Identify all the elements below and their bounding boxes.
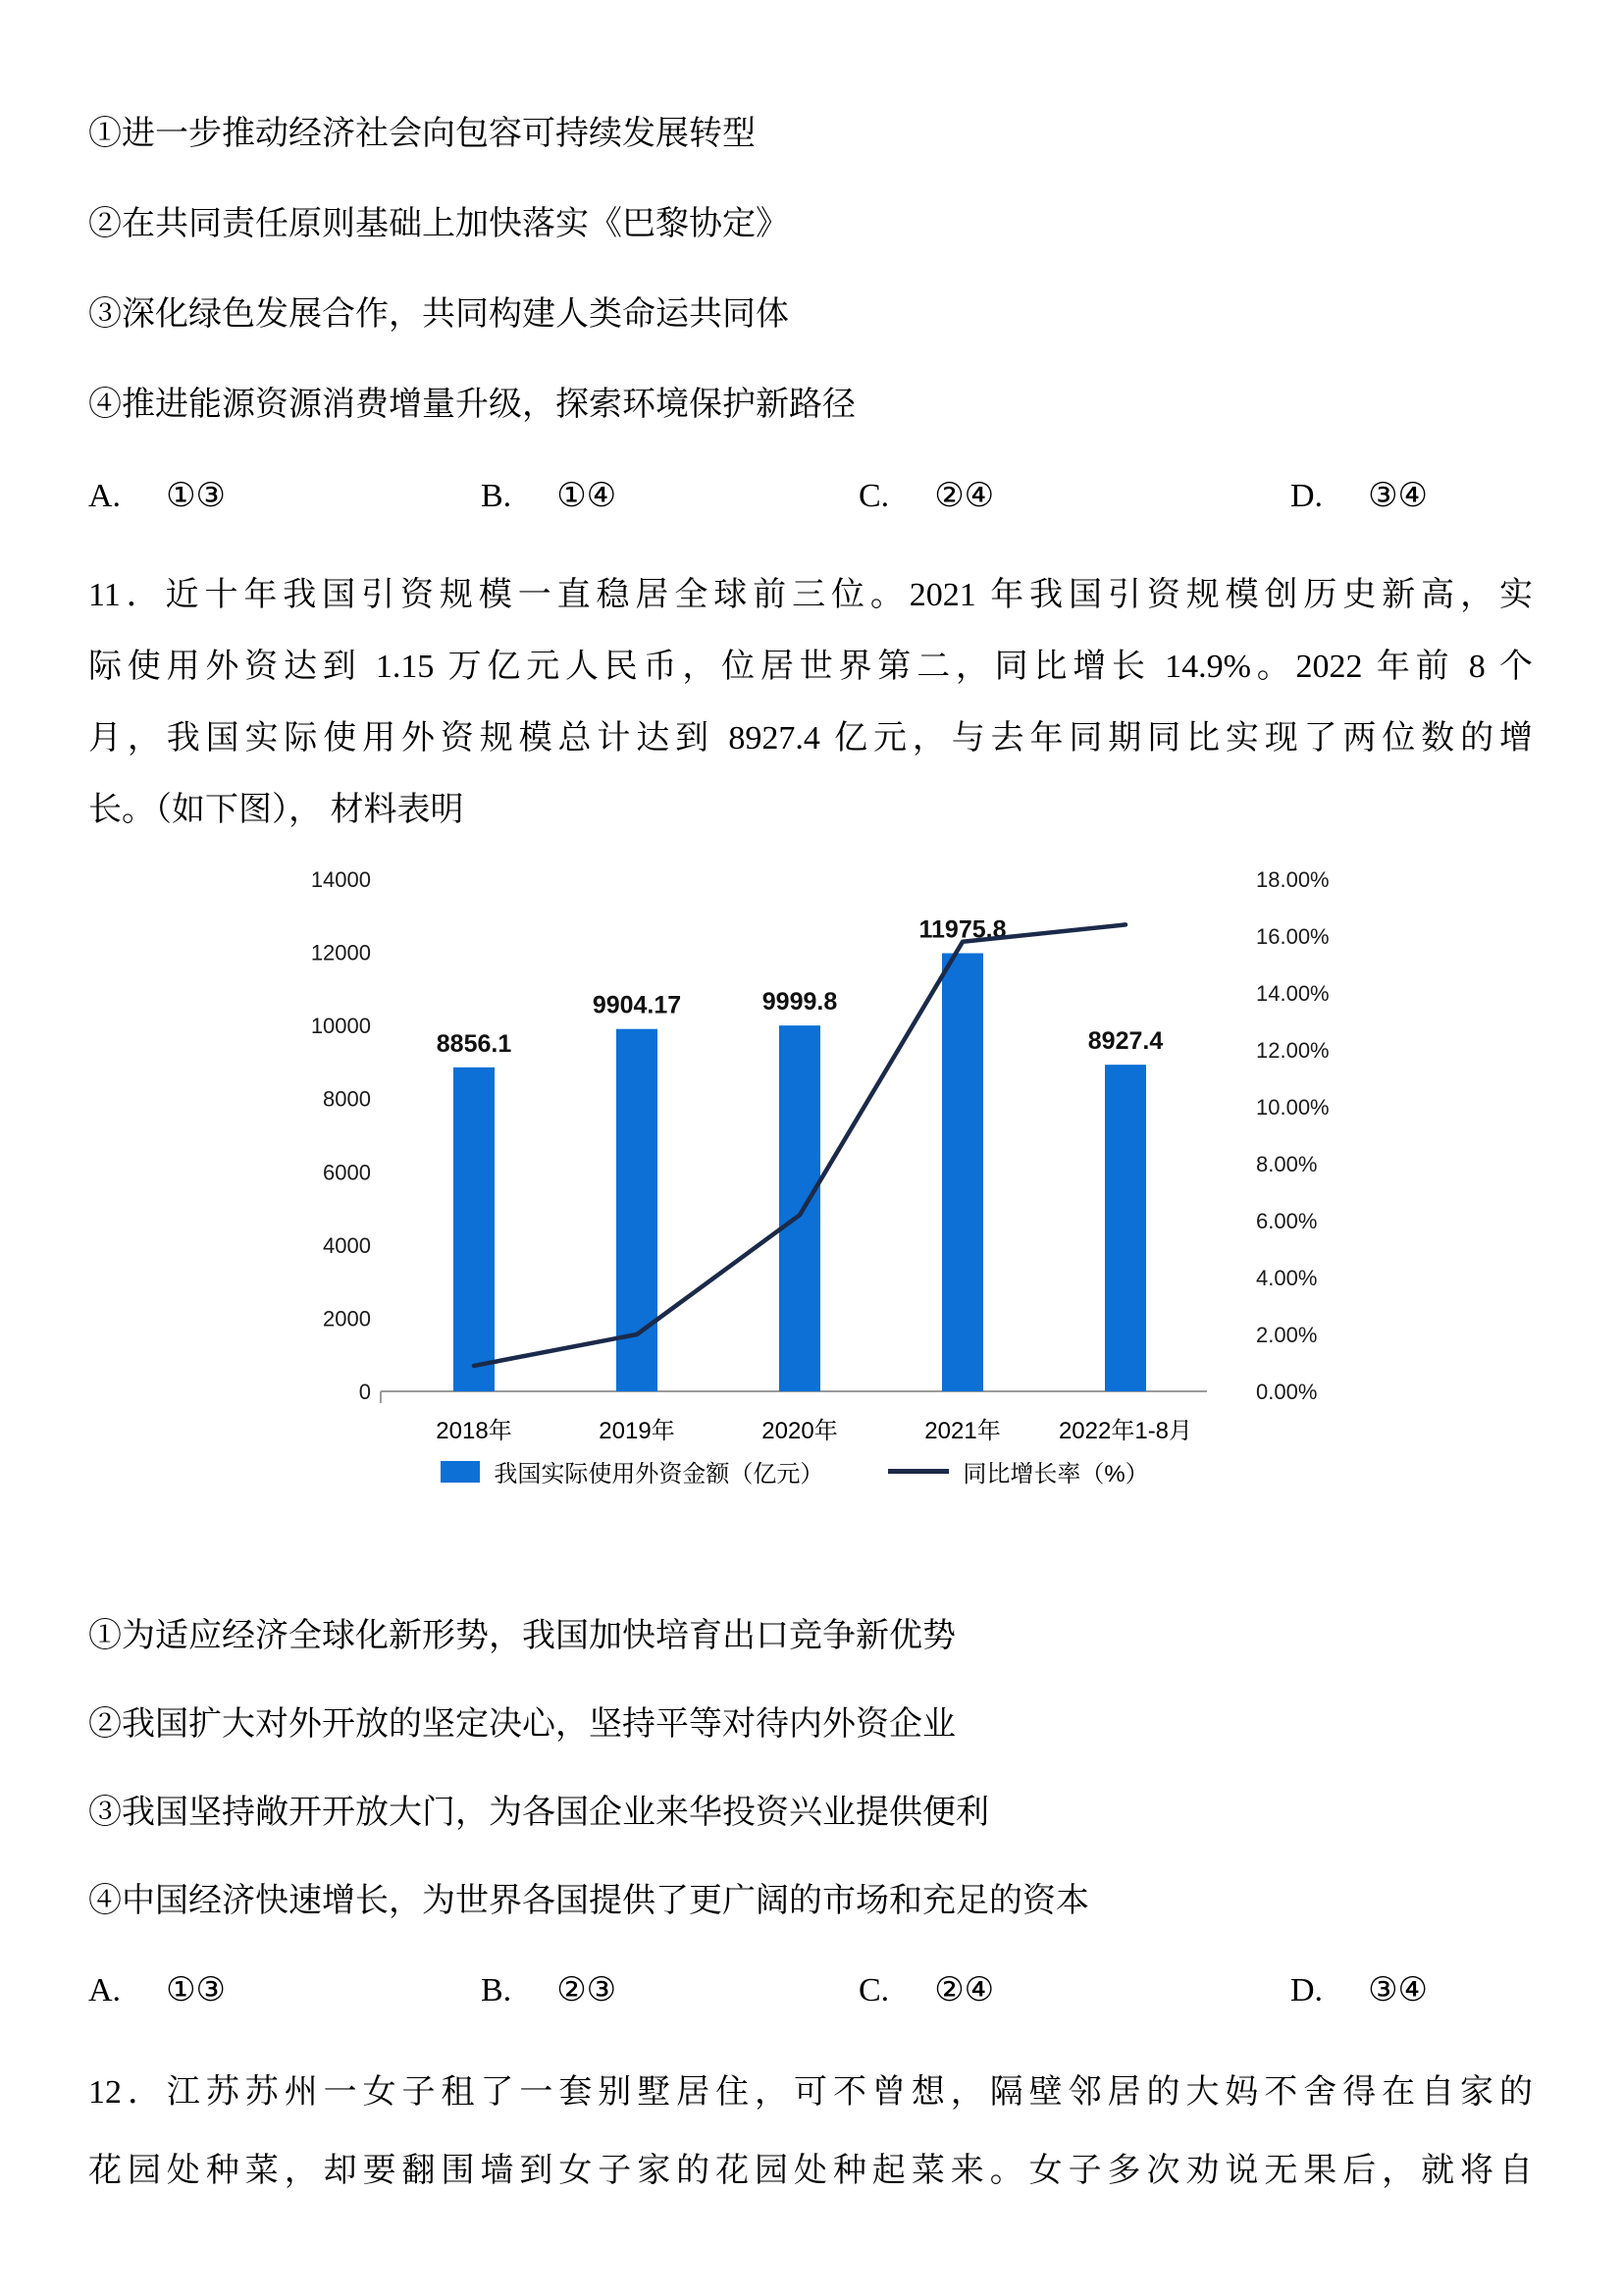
answer-choice-d [1290,1971,1533,2010]
svg-text:9904.17: 9904.17 [592,991,682,1019]
svg-text:4000: 4000 [323,1232,371,1258]
legend-line-swatch [888,1469,949,1474]
chart-legend [255,1454,1335,1488]
option-line-4: ④中国经济快速增长，为世界各国提供了更广阔的市场和充足的资本 [88,1883,1089,1919]
svg-text:2020年: 2020年 [761,1418,838,1444]
svg-text:8000: 8000 [323,1086,371,1112]
svg-text:2018年: 2018年 [436,1418,512,1444]
answer-value: ①③ [166,478,227,514]
question-11-line-2: 际使用外资达到 1.15 万亿元人民币，位居世界第二，同比增长 14.9%。2022 年前 8 个 [88,649,1533,685]
answer-letter: A. [88,1972,122,2009]
svg-text:8927.4: 8927.4 [1087,1027,1164,1056]
svg-text:8.00%: 8.00% [1256,1152,1318,1176]
answer-value: ②④ [934,1972,995,2009]
svg-text:11975.8: 11975.8 [918,915,1007,944]
svg-text:2022年1-8月: 2022年1-8月 [1058,1418,1193,1444]
option-line-2: ②我国扩大对外开放的坚定决心，坚持平等对待内外资企业 [88,1706,956,1743]
answer-letter: D. [1290,1972,1324,2009]
answer-choice-a [88,477,481,516]
answer-letter: C. [859,1972,890,2009]
answer-choice-b [481,1971,859,2010]
option-line-3: ③深化绿色发展合作，共同构建人类命运共同体 [88,296,789,333]
answer-value: ②④ [934,478,995,514]
svg-text:18.00%: 18.00% [1256,867,1330,892]
answer-letter: C. [859,478,890,514]
svg-text:2.00%: 2.00% [1256,1323,1318,1347]
answer-choice-c [859,477,1290,516]
answer-letter: D. [1290,478,1324,514]
svg-text:6.00%: 6.00% [1256,1209,1318,1233]
question-11-options [88,1618,1533,1920]
svg-text:12.00%: 12.00% [1256,1038,1330,1063]
question-11-line-3: 月，我国实际使用外资规模总计达到 8927.4 亿元，与去年同期同比实现了两位数的增 [88,720,1533,757]
svg-text:10.00%: 10.00% [1256,1095,1330,1120]
question-12-line-2: 花园处种菜，却要翻围墙到女子家的花园处种起菜来。女子多次劝说无果后，就将自 [88,2153,1533,2189]
question-10-options [88,116,1533,424]
legend-bar-label: 我国实际使用外资金额（亿元） [494,1461,824,1487]
svg-text:14000: 14000 [310,867,371,892]
svg-text:8856.1: 8856.1 [436,1029,512,1058]
option-line-4: ④推进能源资源消费增量升级，探索环境保护新路径 [88,387,856,423]
answer-letter: B. [481,1972,512,2009]
question-12-stem [88,2054,1533,2211]
question-11-line-1: 11．近十年我国引资规模一直稳居全球前三位。2021 年我国引资规模创历史新高，实 [88,577,1533,613]
question-11-stem [88,559,1533,846]
answer-value: ③④ [1368,478,1429,514]
answer-letter: A. [88,478,122,514]
legend-line-label: 同比增长率（%） [963,1461,1149,1487]
svg-text:2000: 2000 [323,1306,371,1331]
question-11-answer-row [88,1971,1533,2010]
svg-text:10000: 10000 [310,1014,371,1039]
answer-choice-c [859,1971,1290,2010]
svg-text:4.00%: 4.00% [1256,1266,1318,1290]
option-line-3: ③我国坚持敞开开放大门，为各国企业来华投资兴业提供便利 [88,1795,989,1831]
svg-text:0: 0 [358,1380,371,1404]
svg-text:12000: 12000 [310,940,371,965]
answer-value: ②③ [556,1972,617,2009]
question-11-line-4: 长。（如下图）， 材料表明 [88,792,464,828]
question-10-answer-row [88,477,1533,516]
investment-chart [255,852,1335,1488]
svg-text:14.00%: 14.00% [1256,981,1330,1006]
svg-text:16.00%: 16.00% [1256,924,1330,949]
svg-text:9999.8: 9999.8 [761,988,838,1017]
answer-letter: B. [481,478,512,514]
combo-chart-svg [255,852,1335,1452]
svg-text:0.00%: 0.00% [1256,1380,1318,1404]
option-line-1: ①为适应经济全球化新形势，我国加快培育出口竞争新优势 [88,1618,956,1654]
answer-value: ①④ [556,478,617,514]
answer-choice-d [1290,477,1533,516]
legend-bar-swatch [441,1461,480,1483]
svg-text:6000: 6000 [323,1160,371,1185]
option-line-1: ①进一步推动经济社会向包容可持续发展转型 [88,116,756,152]
answer-choice-a [88,1971,481,2010]
answer-choice-b [481,477,859,516]
answer-value: ①③ [166,1972,227,2009]
question-12-line-1: 12．江苏苏州一女子租了一套别墅居住，可不曾想，隔壁邻居的大妈不舍得在自家的 [88,2074,1533,2111]
svg-text:2019年: 2019年 [599,1418,675,1444]
svg-text:2021年: 2021年 [924,1418,1001,1444]
answer-value: ③④ [1368,1972,1429,2009]
option-line-2: ②在共同责任原则基础上加快落实《巴黎协定》 [88,206,789,242]
